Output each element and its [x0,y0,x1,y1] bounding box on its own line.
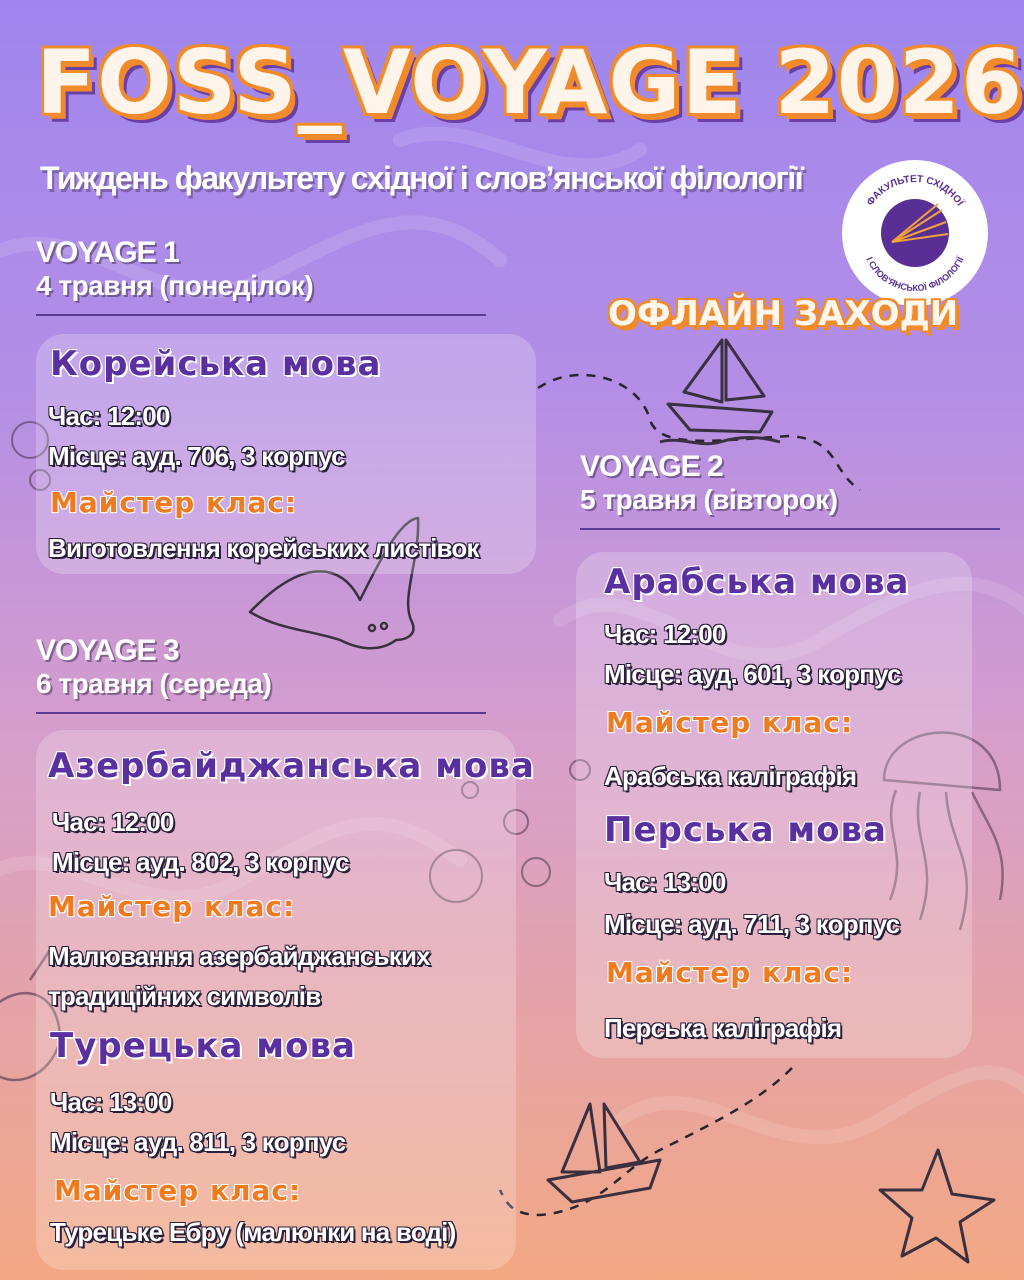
event-language: Турецька мова [50,1026,356,1066]
master-class-label: Майстер клас: [606,706,854,739]
voyage-1-date: 4 травня (понеділок) [36,270,314,301]
boat-bottom-icon [548,1104,660,1202]
master-class-label: Майстер клас: [54,1174,302,1207]
page-subtitle: Тиждень факультету східної і слов’янської філології [40,160,803,196]
master-class-title-line1: Малювання азербайджанських [48,941,430,971]
event-language: Азербайджанська мова [48,746,535,786]
offline-events-badge: ОФЛАЙН ЗАХОДИ [608,294,959,334]
voyage-2-date: 5 травня (вівторок) [580,484,838,515]
voyage-2-divider [580,528,1000,530]
starfish-icon [880,1150,994,1262]
event-language: Арабська мова [604,562,910,602]
voyage-1-header [36,236,313,302]
logo-text-top: ФАКУЛЬТЕТ СХІДНОЇ [864,173,966,208]
event-place: Місце: ауд. 706, 3 корпус [48,441,345,471]
master-class-title: Виготовлення корейських листівок [48,533,479,563]
event-language: Корейська мова [50,344,382,384]
voyage-1-name: VOYAGE 1 [36,236,179,269]
event-place: Місце: ауд. 802, 3 корпус [52,847,349,877]
master-class-label: Майстер клас: [606,956,854,989]
master-class-label: Майстер клас: [48,890,296,923]
master-class-title: Турецьке Ебру (малюнки на воді) [50,1217,456,1247]
voyage-3-name: VOYAGE 3 [36,634,179,667]
event-time: Час: 13:00 [604,867,726,897]
dashed-route-bottom [500,1068,792,1215]
voyage-1-divider [36,314,486,316]
event-place: Місце: ауд. 711, 3 корпус [604,909,900,939]
master-class-title: Перська каліграфія [604,1013,842,1043]
logo-text-bottom: І СЛОВ'ЯНСЬКОЇ ФІЛОЛОГІЇ [864,255,966,294]
voyage-2-name: VOYAGE 2 [580,450,723,483]
event-place: Місце: ауд. 601, 3 корпус [604,659,901,689]
event-place: Місце: ауд. 811, 3 корпус [50,1127,346,1157]
voyage-3-date: 6 травня (середа) [36,668,272,699]
master-class-title-line2: традиційних символів [48,981,321,1011]
voyage-3-header [36,634,271,700]
event-language: Перська мова [604,810,887,850]
faculty-logo [842,160,988,306]
boat-top-icon [660,340,780,444]
event-time: Час: 12:00 [604,619,726,649]
master-class-title: Арабська каліграфія [604,761,857,791]
voyage-3-divider [36,712,486,714]
event-time: Час: 12:00 [52,807,174,837]
voyage-2-header [580,450,838,516]
event-time: Час: 13:00 [50,1087,172,1117]
master-class-label: Майстер клас: [50,486,298,519]
event-time: Час: 12:00 [48,401,170,431]
page-title: FOSS_VOYAGE 2026 [36,31,1024,134]
